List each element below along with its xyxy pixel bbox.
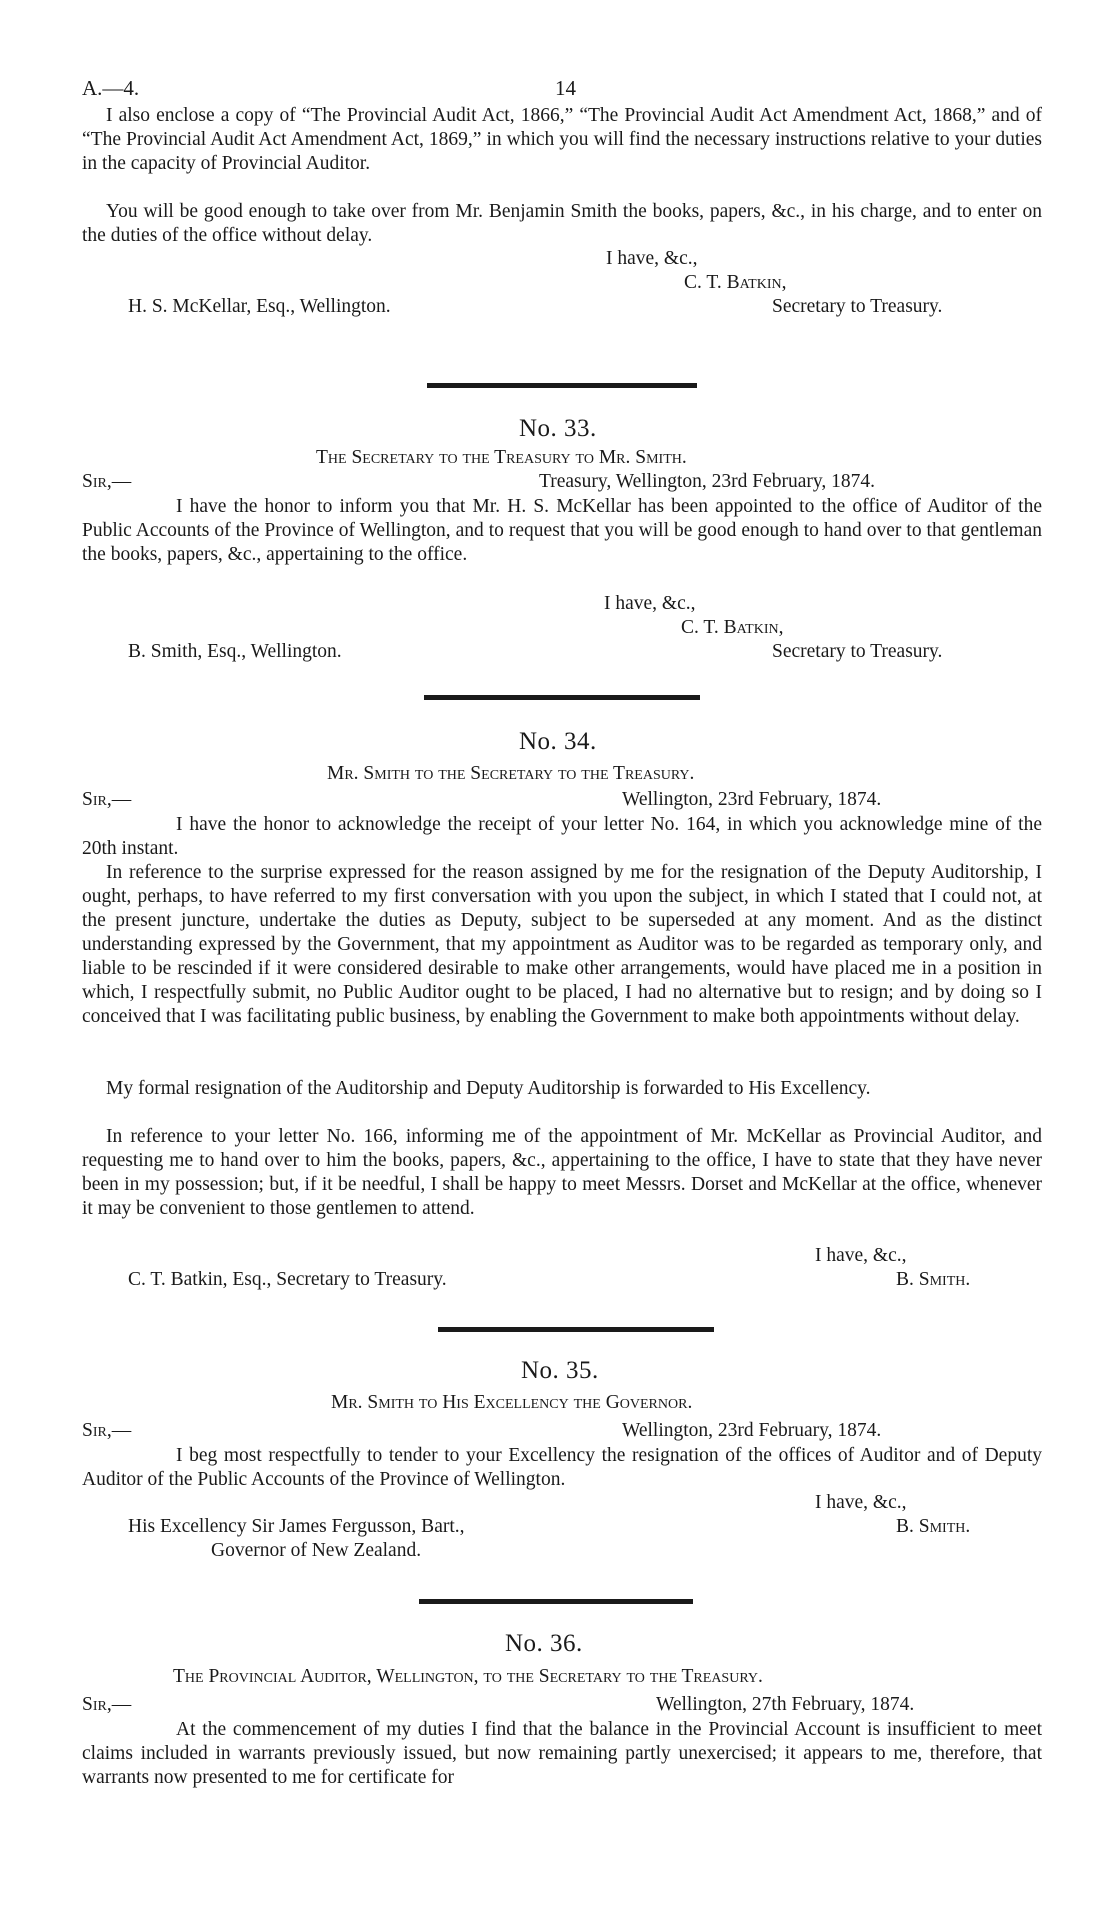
place-date: Treasury, Wellington, 23rd February, 1874. <box>539 471 876 492</box>
letter-heading: The Provincial Auditor, Wellington, to the Secretary to the Treasury. <box>173 1666 763 1687</box>
letter-number: No. 33. <box>519 415 597 442</box>
paragraph: I also enclose a copy of “The Provincial Audit Act, 1866,” “The Provincial Audit Act Amendment Act, 1868,” and of “The Provincial Audit Act Amendment Act, 1869,” in which you will find the necessary instructions relative to your duties in the capacity of Provincial Auditor. <box>82 105 1042 174</box>
place-date: Wellington, 27th February, 1874. <box>656 1694 915 1715</box>
document-reference: A.—4. <box>82 76 140 100</box>
divider <box>424 695 700 700</box>
addressee-line2: Governor of New Zealand. <box>211 1540 422 1561</box>
signer-title: Secretary to Treasury. <box>772 641 943 662</box>
salutation: Sir,— <box>82 1420 132 1441</box>
paragraph: At the commencement of my duties I find that the balance in the Provincial Account is insufficient to meet claims included in warrants previously issued, but now remaining partly unexercised; it appears to me, therefore, that warrants now presented to me for certificate for <box>82 1719 1042 1788</box>
addressee: B. Smith, Esq., Wellington. <box>128 641 342 662</box>
closing: I have, &c., <box>815 1245 907 1266</box>
salutation: Sir,— <box>82 471 132 492</box>
paragraph: In reference to your letter No. 166, informing me of the appointment of Mr. McKellar as Provincial Auditor, and requesting me to hand over to him the books, papers, &c., appertaining to the office, I have to state that they have never been in my possession; but, if it be needful, I shall be happy to meet Messrs. Dorset and McKellar at the office, whenever it may be convenient to those gentlemen to attend. <box>82 1126 1042 1219</box>
salutation: Sir,— <box>82 1694 132 1715</box>
paragraph: I have the honor to acknowledge the receipt of your letter No. 164, in which you acknowledge mine of the 20th instant. <box>82 814 1042 859</box>
paragraph: I beg most respectfully to tender to your Excellency the resignation of the offices of Auditor and of Deputy Auditor of the Public Accounts of the Province of Wellington. <box>82 1445 1042 1490</box>
paragraph: My formal resignation of the Auditorship and Deputy Auditorship is forwarded to His Excellency. <box>106 1078 871 1099</box>
signature: C. T. Batkin, <box>684 272 787 293</box>
paragraph: You will be good enough to take over from Mr. Benjamin Smith the books, papers, &c., in his charge, and to enter on the duties of the office without delay. <box>82 201 1042 246</box>
page-number: 14 <box>555 76 576 100</box>
paragraph: In reference to the surprise expressed for the reason assigned by me for the resignation of the Deputy Auditorship, I ought, perhaps, to have referred to my first conversation with you upon the subject, in which I stated that I could not, at the present juncture, undertake the duties as Deputy, subject to be superseded at any moment. And as the distinct understanding expressed by the Government, that my appointment as Auditor was to be regarded as temporary only, and liable to be rescinded if it were considered desirable to make other arrangements, would have placed me in a position in which, I respectfully submit, no Public Auditor ought to be placed, I had no alternative but to resign; and by doing so I conceived that I was facilitating public business, by enabling the Government to make both appointments without delay. <box>82 862 1042 1027</box>
paragraph: I have the honor to inform you that Mr. H. S. McKellar has been appointed to the office of Auditor of the Public Accounts of the Province of Wellington, and to request that you will be good enough to hand over to that gentleman the books, papers, &c., appertaining to the office. <box>82 496 1042 565</box>
closing: I have, &c., <box>604 593 696 614</box>
divider <box>427 383 697 388</box>
signature: B. Smith. <box>896 1516 971 1537</box>
signature: C. T. Batkin, <box>681 617 784 638</box>
signature: B. Smith. <box>896 1269 971 1290</box>
place-date: Wellington, 23rd February, 1874. <box>622 789 882 810</box>
closing: I have, &c., <box>606 248 698 269</box>
addressee: H. S. McKellar, Esq., Wellington. <box>128 296 391 317</box>
salutation: Sir,— <box>82 789 132 810</box>
divider <box>419 1599 693 1604</box>
letter-number: No. 36. <box>505 1630 583 1657</box>
letter-heading: The Secretary to the Treasury to Mr. Smith. <box>316 447 687 468</box>
addressee: C. T. Batkin, Esq., Secretary to Treasury. <box>128 1269 447 1290</box>
addressee: His Excellency Sir James Fergusson, Bart., <box>128 1516 465 1537</box>
letter-heading: Mr. Smith to the Secretary to the Treasury. <box>327 763 695 784</box>
place-date: Wellington, 23rd February, 1874. <box>622 1420 882 1441</box>
closing: I have, &c., <box>815 1492 907 1513</box>
letter-number: No. 35. <box>521 1357 599 1384</box>
signer-title: Secretary to Treasury. <box>772 296 943 317</box>
letter-number: No. 34. <box>519 728 597 755</box>
letter-heading: Mr. Smith to His Excellency the Governor. <box>331 1392 693 1413</box>
divider <box>438 1327 714 1332</box>
